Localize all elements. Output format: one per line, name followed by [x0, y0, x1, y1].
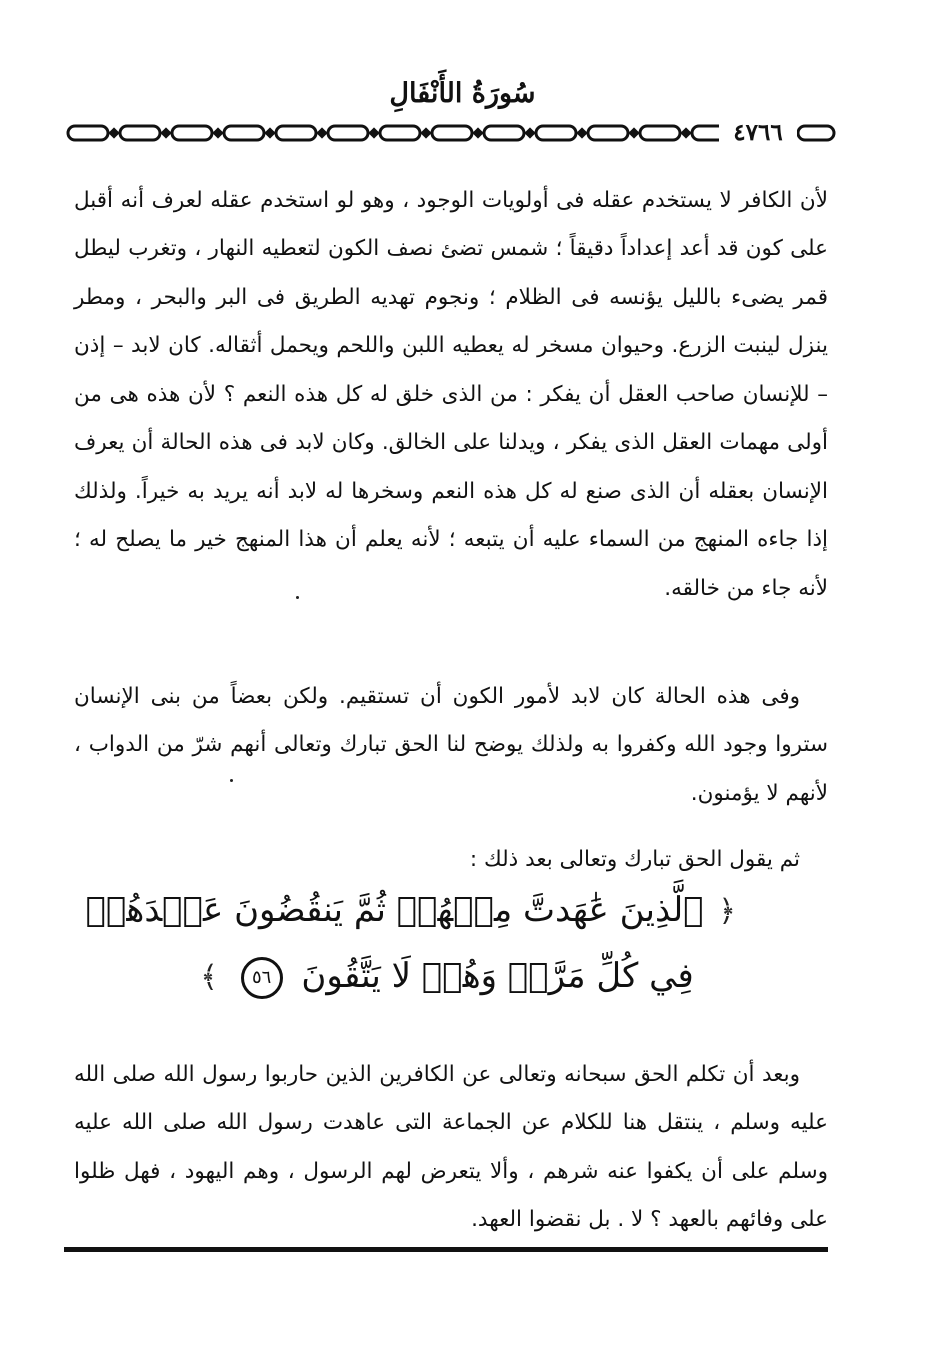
page-number: ٤٧٦٦ — [719, 119, 797, 147]
verse-line-2-text: فِي كُلِّ مَرَّةٖ وَهُمۡ لَا يَتَّقُونَ — [301, 956, 694, 996]
verse-close-mark-icon: ﴾ — [200, 960, 218, 995]
footer-rule — [64, 1247, 828, 1252]
paragraph: وفى هذه الحالة كان لابد لأمور الكون أن تستقيم. ولكن بعضاً من بنى الإنسان ستروا وجود الله وكفروا به ولذلك يوضح لنا الحق تبارك وتعالى أنهم شرّ من الدواب ، لأنهم لا يؤمنون. — [74, 683, 828, 806]
paragraph: لأن الكافر لا يستخدم عقله فى أولويات الوجود ، وهو لو استخدم عقله لعرف أنه أقبل على كون قد أعد إعداداً دقيقاً ؛ شمس تضئ نصف الكون لتعطيه النهار ، وتغرب ليطل قمر يضىء بالليل يؤنسه فى الظلام ؛ ونجوم تهديه الطريق فى البر والبحر ، ومطر ينزل لينبت الزرع. وحيوان مسخر له يعطيه اللبن واللحم ويحمل أثقاله. كان لابد – إذن – للإنسان صاحب العقل أن يفكر : من الذى خلق له كل هذه النعم ؟ لأن هذه هى من أولى مهمات العقل الذى يفكر ، ويدلنا على الخالق. وكان لابد فى هذه الحالة أن يعرف الإنسان بعقله أن الذى صنع له كل هذه النعم وسخرها له لابد أنه يريد به خيراً. ولذلك إذا جاءه المنهج من السماء عليه أن يتبعه ؛ لأنه يعلم أن هذا المنهج خير ما يصلح له ؛ لأنه جاء من خالقه. — [74, 187, 828, 601]
verse-line-1-text: ٱلَّذِينَ عَٰهَدتَّ مِنۡهُمۡ ثُمَّ يَنقُضُونَ عَهۡدَهُمۡ — [85, 890, 704, 930]
verse-line-2 — [150, 944, 740, 1010]
paragraph: وبعد أن تكلم الحق سبحانه وتعالى عن الكافرين الذين حاربوا رسول الله صلى الله عليه وسلم ، ينتقل هنا للكلام عن الجماعة التى عاهدت رسول الله صلى الله عليه وسلم على أن يكفوا عنه شرهم ، وألا يتعرض لهم الرسول ، وهم اليهود ، فهل ظلوا على وفائهم بالعهد ؟ لا . بل نقضوا العهد. — [74, 1061, 828, 1232]
ayah-number: ٥٦ — [241, 957, 283, 999]
stray-dot-mark — [296, 596, 299, 599]
quran-verse — [85, 878, 740, 1010]
stray-dot-mark — [230, 779, 233, 782]
verse-open-mark-icon: ﴿ — [718, 894, 736, 929]
paragraph: ثم يقول الحق تبارك وتعالى بعد ذلك : — [469, 846, 800, 872]
surah-title: سُورَةُ الأَنْفَالِ — [389, 78, 536, 109]
verse-line-1 — [85, 878, 740, 944]
